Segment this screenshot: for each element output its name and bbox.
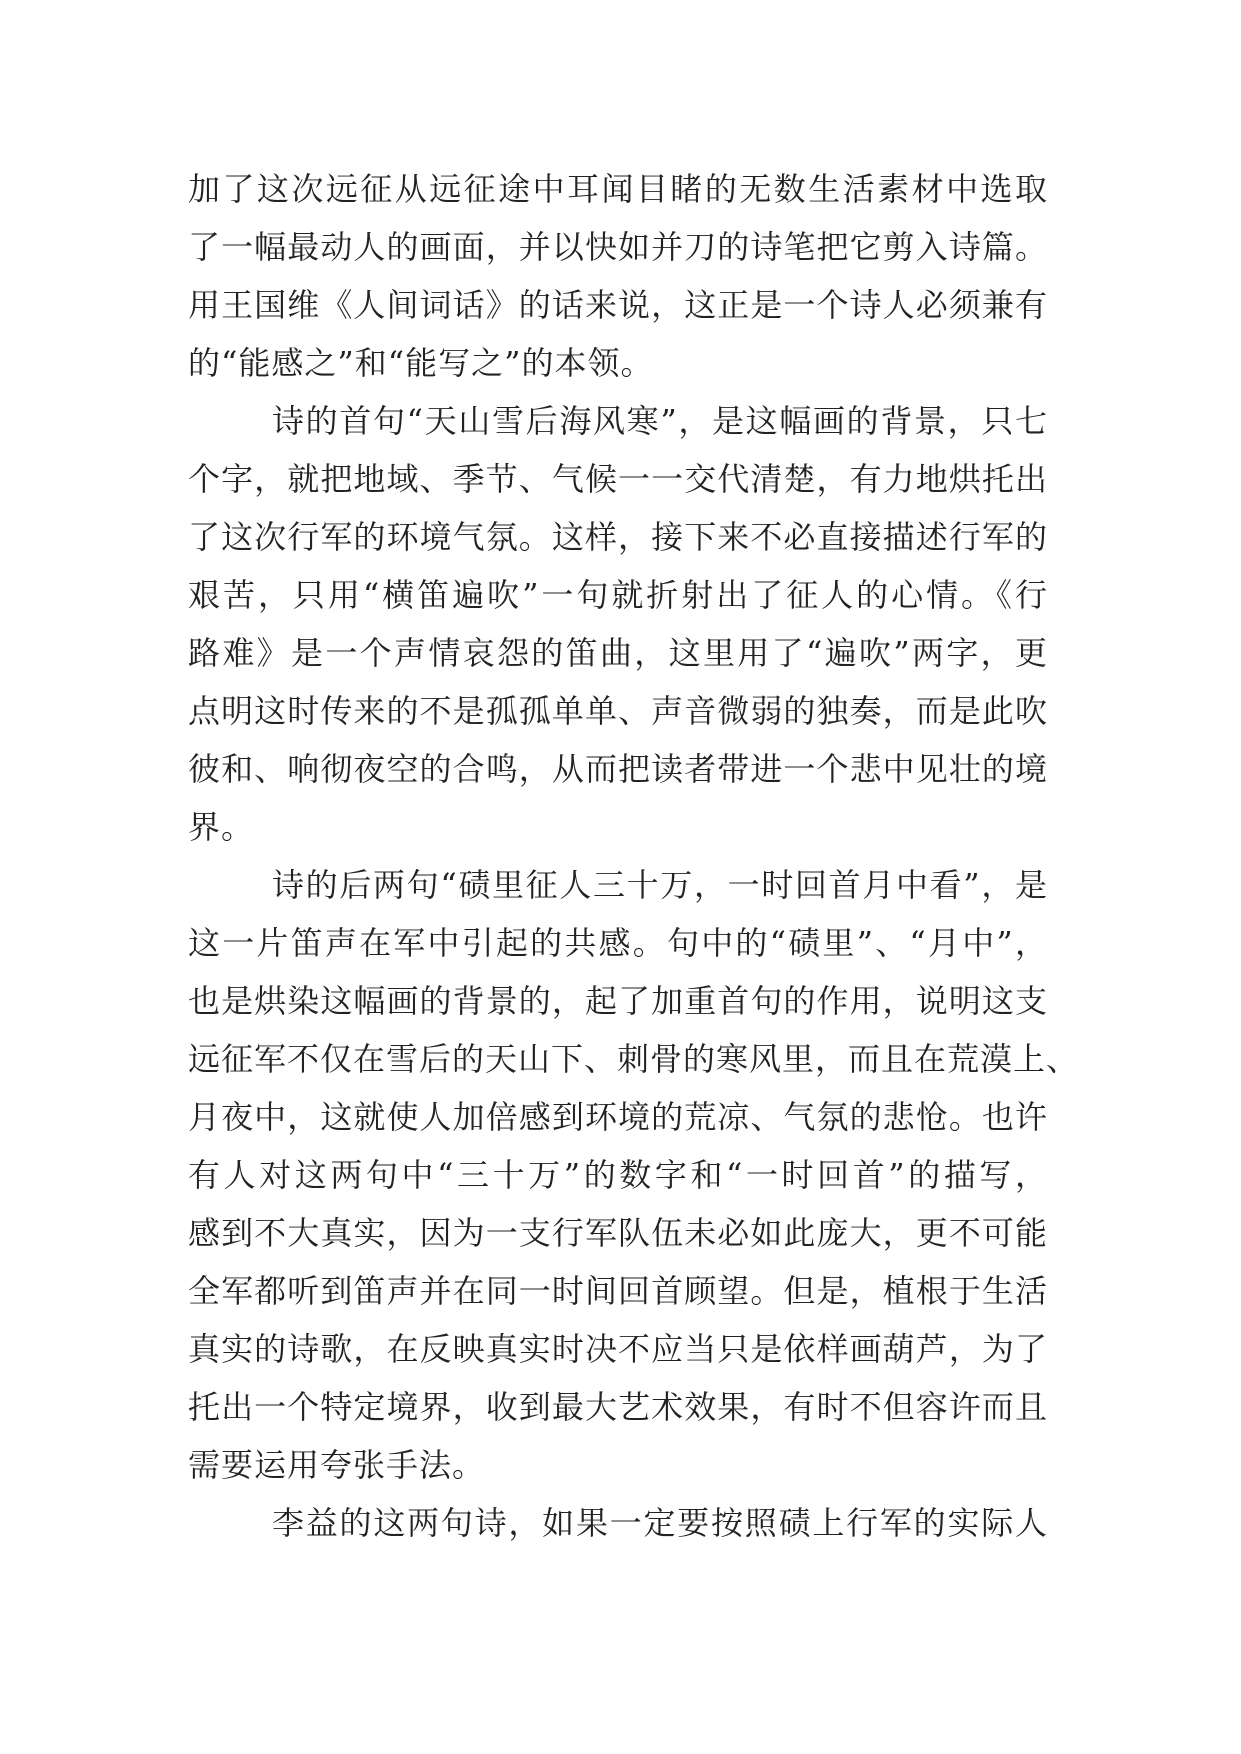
text-line: 托出一个特定境界，收到最大艺术效果，有时不但容许而且	[188, 1388, 1048, 1426]
text-line: 路难》是一个声情哀怨的笛曲，这里用了“遍吹”两字，更	[188, 634, 1048, 672]
text-line: 界。	[188, 808, 255, 846]
text-line: 有人对这两句中“三十万”的数字和“一时回首”的描写，	[188, 1156, 1048, 1194]
text-line: 彼和、响彻夜空的合鸣，从而把读者带进一个悲中见壮的境	[188, 750, 1048, 788]
text-line: 感到不大真实，因为一支行军队伍未必如此庞大，更不可能	[188, 1214, 1048, 1252]
text-line: 诗的首句“天山雪后海风寒”，是这幅画的背景，只七	[272, 402, 1048, 440]
text-line: 点明这时传来的不是孤孤单单、声音微弱的独奏，而是此吹	[188, 692, 1048, 730]
text-line: 这一片笛声在军中引起的共感。句中的“碛里”、“月中”，	[188, 924, 1048, 962]
text-line: 李益的这两句诗，如果一定要按照碛上行军的实际人	[272, 1504, 1048, 1542]
text-line: 全军都听到笛声并在同一时间回首顾望。但是，植根于生活	[188, 1272, 1048, 1310]
text-line: 个字，就把地域、季节、气候一一交代清楚，有力地烘托出	[188, 460, 1048, 498]
text-line: 了这次行军的环境气氛。这样，接下来不必直接描述行军的	[188, 518, 1048, 556]
text-line: 的“能感之”和“能写之”的本领。	[188, 344, 654, 382]
body-text	[188, 160, 1080, 1552]
text-line: 也是烘染这幅画的背景的，起了加重首句的作用，说明这支	[188, 982, 1048, 1020]
text-line: 需要运用夸张手法。	[188, 1446, 486, 1484]
text-line: 诗的后两句“碛里征人三十万，一时回首月中看”，是	[272, 866, 1048, 904]
text-line: 真实的诗歌，在反映真实时决不应当只是依样画葫芦，为了	[188, 1330, 1048, 1368]
text-line: 月夜中，这就使人加倍感到环境的荒凉、气氛的悲怆。也许	[188, 1098, 1048, 1136]
text-line: 艰苦，只用“横笛遍吹”一句就折射出了征人的心情。《行	[188, 576, 1048, 614]
text-line: 远征军不仅在雪后的天山下、刺骨的寒风里，而且在荒漠上、	[188, 1040, 1080, 1078]
text-line: 加了这次远征从远征途中耳闻目睹的无数生活素材中选取	[188, 170, 1048, 208]
text-line: 用王国维《人间词话》的话来说，这正是一个诗人必须兼有	[188, 286, 1048, 324]
text-line: 了一幅最动人的画面，并以快如并刀的诗笔把它剪入诗篇。	[188, 228, 1048, 266]
